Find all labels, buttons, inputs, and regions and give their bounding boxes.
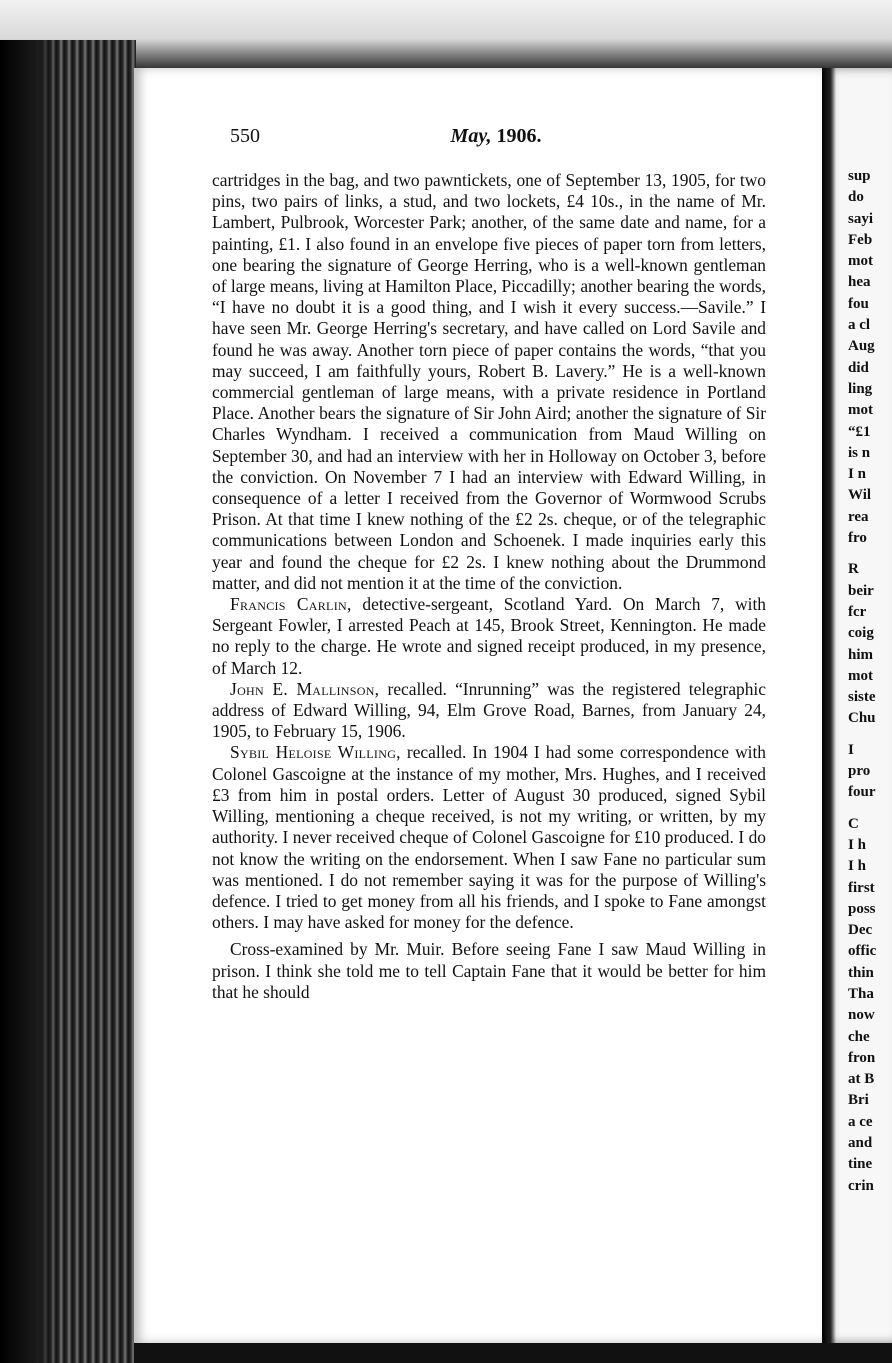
running-head	[230, 125, 762, 148]
facing-page-line: pro	[848, 763, 871, 780]
page-header	[230, 125, 762, 155]
facing-page-edge	[822, 68, 892, 1343]
running-head-month: May,	[450, 125, 492, 147]
facing-page-line: I h	[848, 858, 866, 875]
book-gutter-left	[0, 40, 136, 1363]
facing-page-line: tine	[848, 1156, 873, 1173]
running-head-year: 1906.	[491, 125, 542, 147]
witness-name: Francis Carlin,	[230, 594, 352, 615]
facing-page-line: C	[848, 815, 859, 832]
paragraph-text: recalled. In 1904 I had some correspondence with Colonel Gascoigne at the instance of my mother, Mrs. Hughes, and I received £3 from him in postal orders. Letter of August 30 produced, signed Sybil Willing, mentioning a cheque received, is not my writing, or written, by my authority. I never received cheque of Colonel Gascoigne for £10 produced. I do not know the writing on the endorsement. When I saw Fane no particular sum was mentioned. I do not remember saying it was for the purpose of Willing's defence. I tried to get money from all his friends, and I spoke to Fane amongst others. I may have asked for money for the defence.	[212, 742, 766, 933]
paragraph	[212, 679, 766, 743]
facing-page-line: sayi	[848, 210, 874, 227]
facing-page-line: ling	[848, 380, 873, 397]
facing-page-line: first	[848, 879, 875, 896]
facing-page-line: four	[848, 784, 876, 801]
scan-bottom-edge	[134, 1343, 892, 1363]
facing-page-line: R	[848, 561, 859, 578]
facing-page-line: do	[848, 189, 864, 206]
facing-page-line: did	[848, 359, 869, 376]
facing-page-line: fou	[848, 295, 869, 312]
facing-page-line: mot	[848, 253, 873, 270]
facing-page-line: fro	[848, 530, 867, 547]
paragraph	[212, 170, 766, 594]
facing-page-line: fron	[848, 1049, 876, 1066]
facing-page-line: crin	[848, 1177, 874, 1194]
facing-page-line: poss	[848, 900, 876, 917]
witness-name: John E. Mallinson,	[230, 678, 380, 699]
book-page	[134, 68, 822, 1343]
page-number: 550	[230, 125, 260, 147]
facing-page-line: Feb	[848, 231, 873, 248]
facing-page-line: che	[848, 1028, 870, 1045]
facing-page-line: now	[848, 1007, 875, 1024]
facing-page-line: thin	[848, 964, 874, 981]
facing-page-line: sup	[848, 168, 871, 184]
page-body-text	[212, 170, 766, 1003]
witness-name: Sybil Heloise Willing,	[230, 742, 401, 763]
paragraph-text: cartridges in the bag, and two pawntickets, one of September 13, 1905, for two pins, two pairs of links, a stud, and two lockets, £4 10s., in the name of Mr. Lambert, Pulbrook, Worcester Park; another, of the same date and name, for a painting, £1. I also found in an envelope five pieces of paper torn from letters, one bearing the signature of George Herring, who is a well-known gentleman of large means, living at Hamilton Place, Piccadilly; another bearing the words, “I have no doubt it is a good thing, and I wish it every success.—Savile.” I have seen Mr. George Herring's secretary, and have called on Lord Savile and found he was away. Another torn piece of paper contains the words, “that you may succeed, I am faithfully yours, Robert B. Lavery.” He is a well-known commercial gentleman of large means, with a private residence in Portland Place. Another bears the signature of Sir John Aird; another the signature of Sir Charles Wyndham. I received a communication from Maud Willing on September 30, and had an interview with her in Holloway on October 3, before the conviction. On November 7 I had an interview with Edward Willing, in consequence of a letter I received from the Governor of Wormwood Scrubs Prison. At that time I knew nothing of the £2 2s. cheque, or of the telegraphic communications between London and Schoenek. I made inquiries early this year and found the cheque for £2 2s. I knew nothing about the Drummond matter, and did not mention it at the time of the conviction.	[212, 170, 766, 593]
facing-page-line: siste	[848, 689, 876, 706]
paragraph	[212, 742, 766, 933]
paragraph-text: Cross-examined by Mr. Muir. Before seeing Fane I saw Maud Willing in prison. I think she told me to tell Captain Fane that it would be better for him that he should	[212, 939, 766, 1002]
facing-page-line: offic	[848, 943, 877, 960]
facing-page-line: mot	[848, 667, 873, 684]
facing-page-line: Tha	[848, 985, 874, 1002]
facing-page-line: Bri	[848, 1092, 869, 1109]
facing-page-line: I n	[848, 466, 866, 483]
paragraph	[212, 939, 766, 1003]
facing-page-line: a cl	[848, 317, 871, 334]
facing-page-line: Aug	[848, 338, 875, 355]
facing-page-line: is n	[848, 444, 871, 461]
paragraph-text: detective-sergeant, Scotland Yard. On March 7, with Sergeant Fowler, I arrested Peach at 145, Brook Street, Kennington. He made no reply to the charge. He wrote and signed receipt produced, in my presence, of March 12.	[212, 594, 766, 678]
facing-page-line: Chu	[848, 710, 876, 727]
facing-page-line: fcr	[848, 603, 867, 620]
facing-page-line: at B	[848, 1071, 875, 1088]
facing-page-line: mot	[848, 402, 873, 419]
facing-page-line: coig	[848, 625, 874, 642]
facing-page-line: “£1	[848, 423, 871, 440]
paragraph	[212, 594, 766, 679]
facing-page-line: a ce	[848, 1113, 873, 1130]
facing-page-line: I	[848, 741, 854, 758]
facing-page-line: and	[848, 1135, 873, 1152]
facing-page-line: Wil	[848, 487, 872, 504]
paragraph-text: recalled. “Inrunning” was the registered telegraphic address of Edward Willing, 94, Elm Grove Road, Barnes, from January 24, 1905, to February 15, 1906.	[212, 678, 766, 742]
facing-page-line: Dec	[848, 922, 873, 939]
facing-page-line: rea	[848, 508, 869, 525]
facing-page-line: hea	[848, 274, 871, 291]
facing-page-line: I h	[848, 836, 866, 853]
facing-page-line: beir	[848, 582, 874, 599]
facing-page-fragments	[848, 166, 892, 1197]
facing-page-line: him	[848, 646, 874, 663]
